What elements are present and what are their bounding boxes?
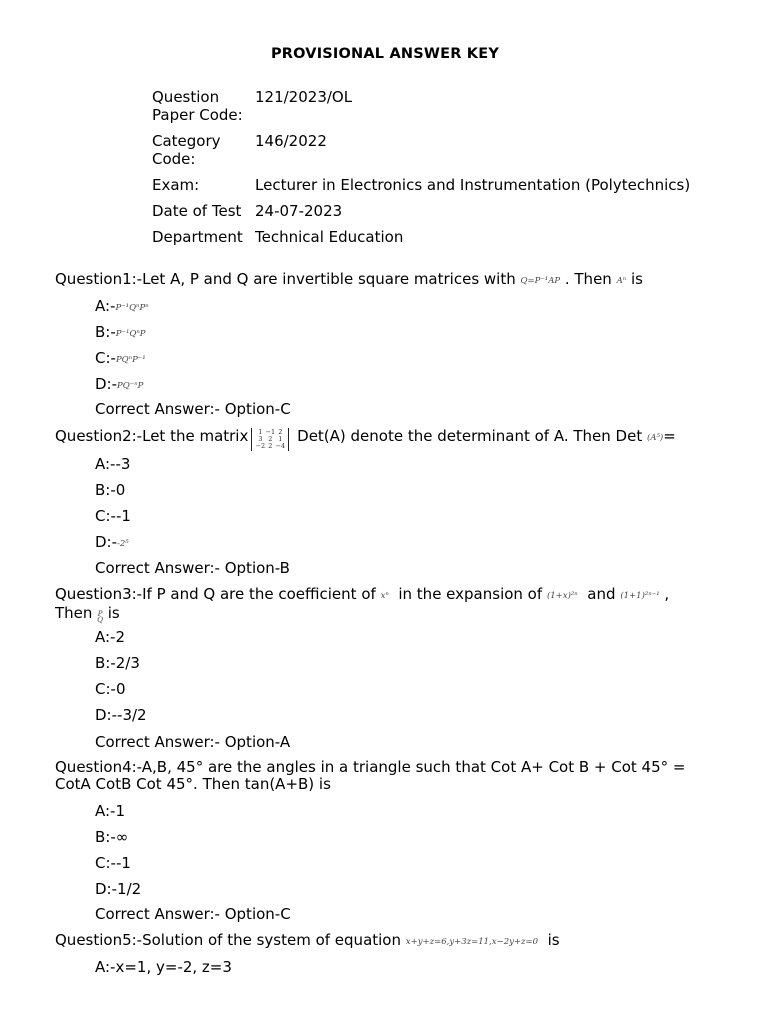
option-math: P⁻¹QⁿP (115, 329, 146, 339)
option-prefix: C:- (95, 349, 116, 367)
option-prefix: D:- (95, 533, 118, 551)
option-prefix: A:- (95, 297, 116, 315)
question-2 (55, 428, 715, 451)
math-expression: Aⁿ (616, 276, 627, 286)
option-math: PQⁿP⁻¹ (115, 355, 146, 365)
option-text: -3/2 (117, 706, 147, 724)
question-text: Then (55, 604, 93, 622)
question-text: Question1:-Let A, P and Q are invertible square matrices with (55, 270, 516, 288)
question-4 (55, 759, 715, 793)
matrix-cell: 2 (268, 435, 273, 443)
option-a (95, 959, 232, 976)
option-text: -1 (115, 854, 131, 872)
math-expression: Q=P⁻¹AP (520, 276, 561, 286)
option-prefix: A:- (95, 802, 116, 820)
option-c (95, 681, 126, 698)
option-prefix: C:- (95, 854, 116, 872)
option-prefix: A:- (95, 958, 116, 976)
option-prefix: B:- (95, 828, 116, 846)
meta-label: Question Paper Code: (152, 88, 243, 124)
matrix-cell: 2 (268, 442, 273, 450)
option-text: x=1, y=-2, z=3 (115, 958, 232, 976)
option-math: PQ⁻ⁿP (117, 381, 144, 391)
option-a (95, 456, 130, 473)
option-prefix: D:- (95, 375, 118, 393)
matrix-cell: −1 (265, 428, 276, 436)
meta-label: Exam: (152, 176, 200, 194)
page-title: PROVISIONAL ANSWER KEY (270, 46, 500, 62)
option-c (95, 855, 131, 872)
option-prefix: A:- (95, 628, 116, 646)
option-prefix: B:- (95, 323, 116, 341)
question-text: is (547, 931, 560, 949)
meta-label: Category Code: (152, 132, 221, 168)
matrix-cell: 2 (278, 428, 283, 436)
fraction-denominator: Q (97, 616, 103, 624)
correct-answer: Correct Answer:- Option-C (95, 400, 291, 418)
option-math: P⁻¹QⁿPⁿ (115, 303, 149, 313)
question-text: is (630, 270, 643, 288)
math-expression: (A⁵) (647, 433, 664, 443)
meta-label: Department (152, 228, 243, 246)
meta-label: Date of Test (152, 202, 242, 220)
correct-answer: Correct Answer:- Option-B (95, 559, 290, 577)
question-text: , (664, 585, 670, 603)
option-text: 2 (115, 628, 126, 646)
option-c (95, 508, 131, 525)
question-text: Question5:-Solution of the system of equation (55, 931, 401, 949)
option-b (95, 655, 140, 672)
option-prefix: B:- (95, 654, 116, 672)
question-5 (55, 932, 715, 951)
question-3 (55, 586, 715, 623)
option-a (95, 803, 125, 820)
matrix-cell: 1 (258, 428, 263, 436)
math-expression: (1+x)²ⁿ (546, 591, 578, 601)
question-text: is (107, 604, 120, 622)
question-text: Det(A) denote the determinant of A. Then Det (297, 427, 643, 445)
option-text: 0 (115, 680, 126, 698)
option-text: 1 (115, 802, 126, 820)
option-prefix: D:- (95, 706, 118, 724)
question-1 (55, 271, 715, 290)
option-prefix: D:- (95, 880, 118, 898)
question-text: . Then (564, 270, 612, 288)
fraction-numerator: P (97, 610, 103, 618)
option-a (95, 298, 149, 317)
correct-answer: Correct Answer:- Option-A (95, 733, 291, 751)
option-b (95, 324, 146, 343)
meta-row-department (152, 228, 690, 246)
meta-value: 24-07-2023 (255, 202, 343, 220)
matrix-cell: −2 (255, 442, 266, 450)
option-d (95, 881, 141, 898)
question-text: Question4:-A,B, 45° are the angles in a triangle such that Cot A+ Cot B + Cot 45° = CotA CotB Cot 45°. Then tan(A+B) is (55, 758, 686, 793)
question-text: in the expansion of (398, 585, 543, 603)
option-d (95, 707, 147, 724)
option-math: -2⁵ (117, 539, 129, 549)
meta-row-category-code (152, 132, 690, 176)
question-text: and (587, 585, 616, 603)
question-text: = (663, 427, 676, 445)
math-expression: x+y+z=6,y+3z=11,x−2y+z=0 (405, 937, 539, 947)
option-prefix: A:- (95, 455, 116, 473)
meta-row-exam (152, 176, 690, 202)
option-b (95, 482, 125, 499)
exam-details-table (152, 88, 690, 246)
question-text: Question3:-If P and Q are the coefficient of (55, 585, 376, 603)
fraction (97, 611, 103, 623)
matrix-cell: −4 (275, 442, 286, 450)
meta-row-date-of-test (152, 202, 690, 228)
option-text: ∞ (115, 828, 129, 846)
option-text: -3 (115, 455, 131, 473)
option-prefix: B:- (95, 481, 116, 499)
math-expression: (1+1)²ⁿ⁻¹ (620, 591, 660, 601)
option-text: -1 (115, 507, 131, 525)
matrix-cell: 1 (278, 435, 283, 443)
correct-answer: Correct Answer:- Option-C (95, 905, 291, 923)
matrix (251, 428, 289, 451)
meta-value: 146/2022 (255, 132, 327, 150)
question-text: Question2:-Let the matrix (55, 427, 249, 445)
meta-value: Lecturer in Electronics and Instrumentation (Polytechnics) (255, 176, 691, 194)
option-d (95, 376, 143, 395)
matrix-cell: 3 (258, 435, 263, 443)
meta-value: 121/2023/OL (255, 88, 353, 106)
option-prefix: C:- (95, 507, 116, 525)
option-prefix: C:- (95, 680, 116, 698)
math-expression: xⁿ (380, 591, 389, 601)
option-d (95, 534, 129, 553)
option-b (95, 829, 128, 846)
meta-row-question-paper-code (152, 88, 690, 132)
option-text: 2/3 (115, 654, 140, 672)
option-c (95, 350, 146, 369)
meta-value: Technical Education (255, 228, 404, 246)
option-a (95, 629, 125, 646)
option-text: 1/2 (117, 880, 142, 898)
option-text: 0 (115, 481, 126, 499)
